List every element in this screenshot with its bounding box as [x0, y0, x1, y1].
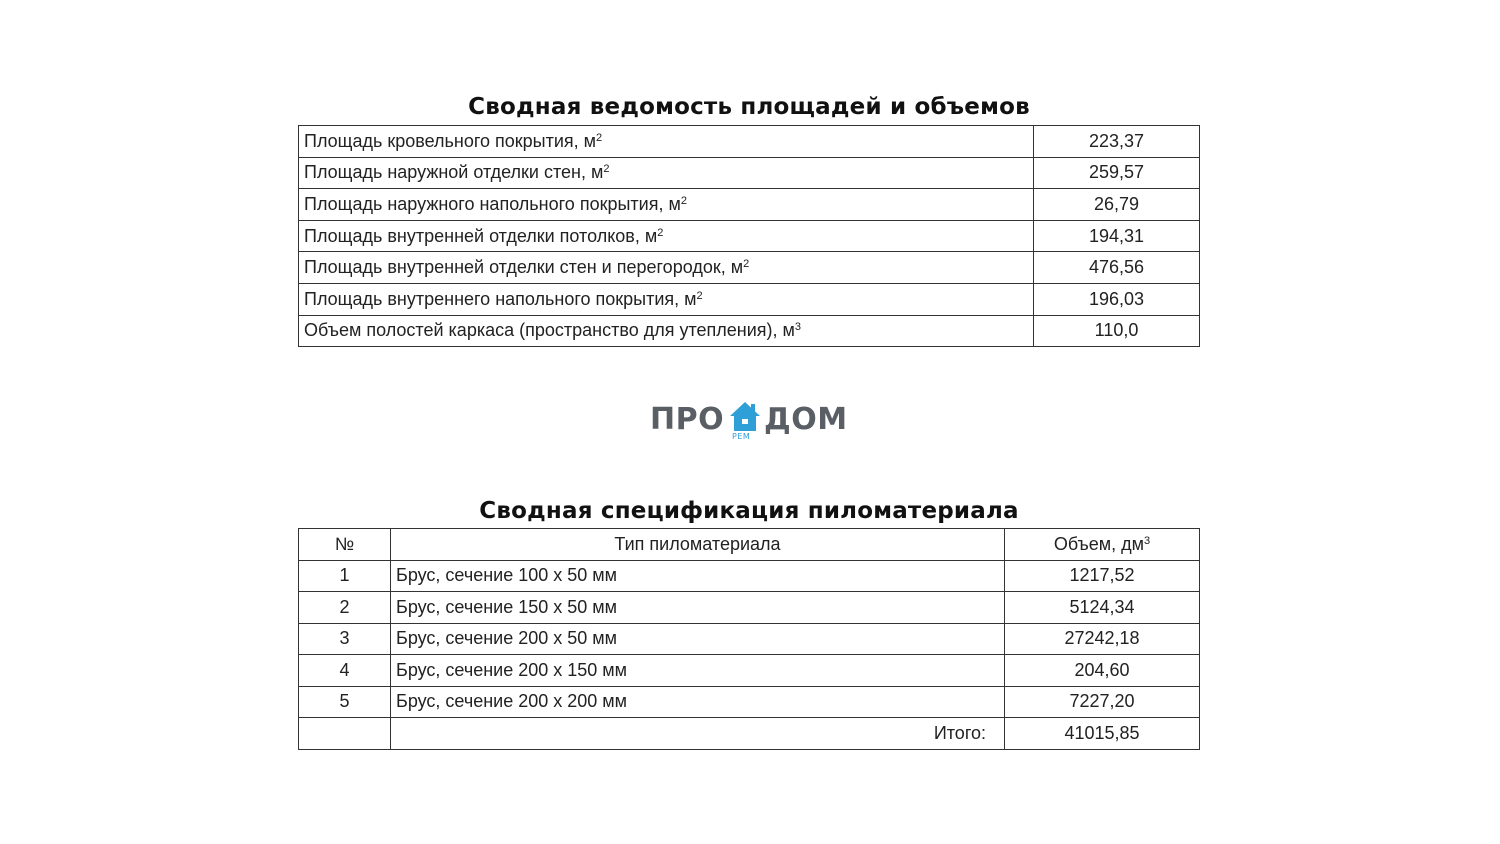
lumber-table-title: Сводная спецификация пиломатериала: [479, 498, 1019, 524]
unit-power: 2: [680, 194, 687, 207]
row-num: 1: [299, 560, 391, 592]
unit-power: 2: [603, 163, 610, 176]
house-icon: [728, 400, 762, 434]
area-label: Площадь наружной отделки стен, м: [304, 162, 604, 183]
area-label-cell: [299, 126, 1034, 158]
row-num: 2: [299, 592, 391, 624]
area-label: Площадь внутренней отделки стен и перегородок, м: [304, 257, 744, 278]
row-volume: 1217,52: [1005, 560, 1200, 592]
row-num: 3: [299, 623, 391, 655]
area-value: 223,37: [1034, 126, 1200, 158]
row-type: Брус, сечение 150 х 50 мм: [391, 592, 1005, 624]
area-label-cell: [299, 189, 1034, 221]
area-label: Площадь кровельного покрытия, м: [304, 130, 597, 151]
unit-power: 2: [596, 131, 603, 144]
row-type: Брус, сечение 100 х 50 мм: [391, 560, 1005, 592]
area-label-cell: [299, 252, 1034, 284]
total-label: Итого:: [391, 718, 1005, 750]
table-row: [299, 189, 1200, 221]
header-type: Тип пиломатериала: [391, 529, 1005, 561]
table-row: [299, 686, 1200, 718]
total-row: [299, 718, 1200, 750]
row-volume: 27242,18: [1005, 623, 1200, 655]
area-label-cell: [299, 157, 1034, 189]
areas-table-title: Сводная ведомость площадей и объемов: [468, 94, 1030, 120]
area-label: Объем полостей каркаса (пространство для утепления), м: [304, 320, 795, 341]
row-volume: 5124,34: [1005, 592, 1200, 624]
area-label: Площадь наружного напольного покрытия, м: [304, 193, 681, 214]
unit-power: 3: [794, 321, 802, 334]
table-row: [299, 623, 1200, 655]
lumber-table: [298, 528, 1200, 750]
area-label-cell: [299, 220, 1034, 252]
total-empty-cell: [299, 718, 391, 750]
area-value: 259,57: [1034, 157, 1200, 189]
row-num: 4: [299, 655, 391, 687]
header-volume-cell: [1005, 529, 1200, 561]
area-value: 476,56: [1034, 252, 1200, 284]
table-row: [299, 157, 1200, 189]
table-header-row: [299, 529, 1200, 561]
total-value: 41015,85: [1005, 718, 1200, 750]
row-type: Брус, сечение 200 х 50 мм: [391, 623, 1005, 655]
table-row: [299, 592, 1200, 624]
table-row: [299, 655, 1200, 687]
row-type: Брус, сечение 200 х 150 мм: [391, 655, 1005, 687]
table-row: [299, 220, 1200, 252]
areas-table: [298, 125, 1200, 347]
area-label: Площадь внутреннего напольного покрытия, м: [304, 288, 697, 309]
row-num: 5: [299, 686, 391, 718]
table-row: [299, 283, 1200, 315]
row-volume: 204,60: [1005, 655, 1200, 687]
area-label: Площадь внутренней отделки потолков, м: [304, 225, 658, 246]
table-row: [299, 315, 1200, 347]
area-value: 194,31: [1034, 220, 1200, 252]
table-row: [299, 126, 1200, 158]
row-type: Брус, сечение 200 х 200 мм: [391, 686, 1005, 718]
logo-sub-text: РЕМ: [732, 432, 751, 441]
area-value: 26,79: [1034, 189, 1200, 221]
logo-left-text: ПРО: [650, 402, 725, 437]
row-volume: 7227,20: [1005, 686, 1200, 718]
logo-right-text: ДОМ: [764, 402, 848, 437]
table-row: [299, 560, 1200, 592]
header-volume: Объем, дм: [1053, 533, 1145, 554]
unit-power: 2: [657, 226, 664, 239]
header-num: №: [299, 529, 391, 561]
area-value: 110,0: [1034, 315, 1200, 347]
unit-power: 2: [743, 258, 750, 271]
area-label-cell: [299, 315, 1034, 347]
unit-power: 2: [696, 289, 703, 302]
area-label-cell: [299, 283, 1034, 315]
prodom-logo: [648, 398, 858, 446]
unit-power: 3: [1144, 534, 1151, 547]
table-row: [299, 252, 1200, 284]
area-value: 196,03: [1034, 283, 1200, 315]
